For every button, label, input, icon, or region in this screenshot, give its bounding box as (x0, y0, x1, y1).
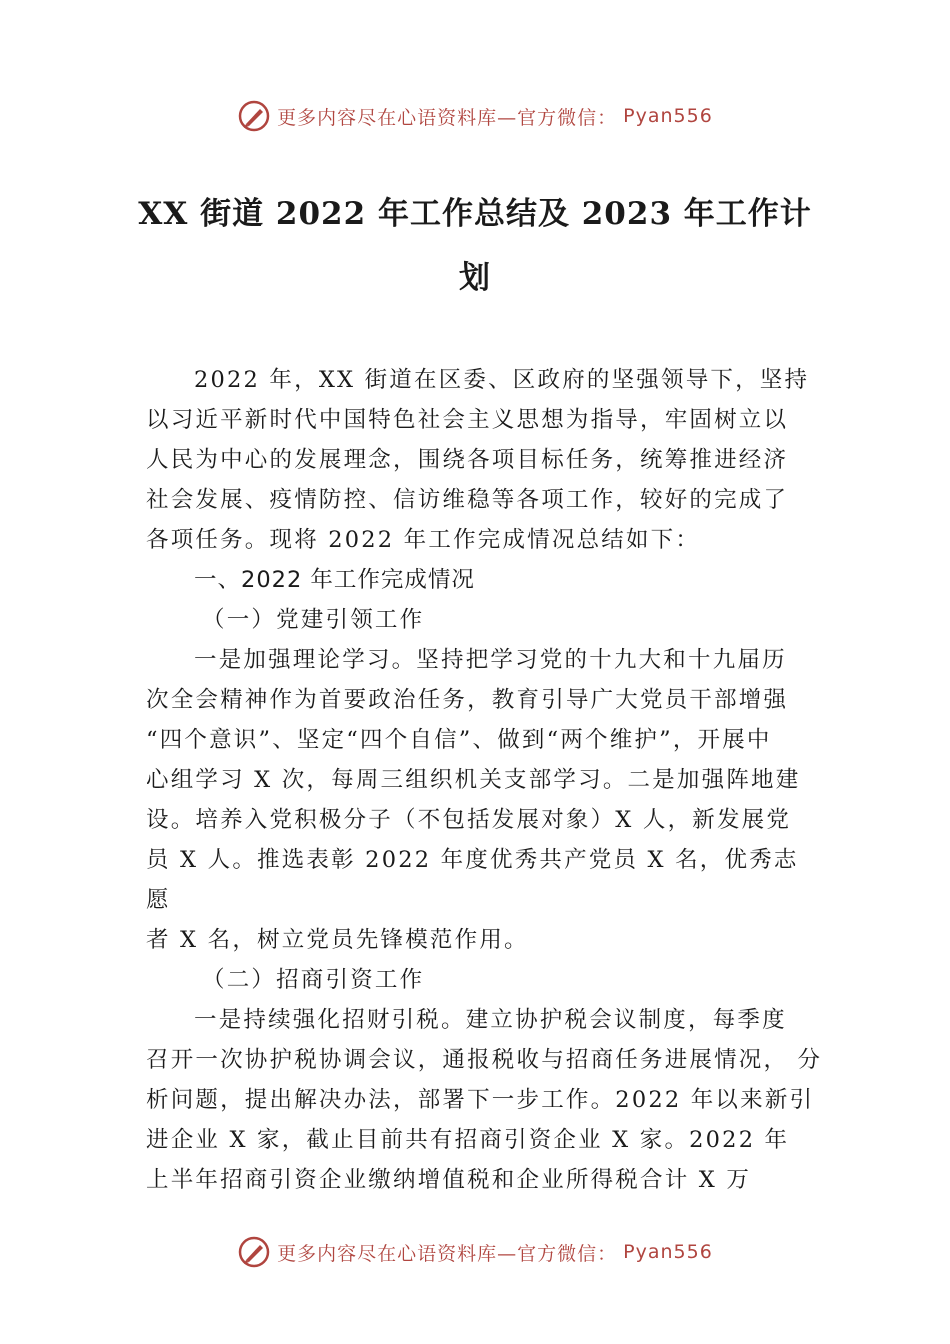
body-line: 召开一次协护税协调会议，通报税收与招商任务进展情况， 分 (146, 1047, 823, 1073)
body-line: 次全会精神作为首要政治任务，教育引导广大党员干部增强 (146, 687, 789, 713)
pen-logo-icon (237, 99, 271, 133)
watermark-wechat-id: Pyan556 (623, 1241, 713, 1263)
body-line: 各项任务。现将 2022 年工作完成情况总结如下： (146, 527, 701, 553)
document-title-line-1: XX 街道 2022 年工作总结及 2023 年工作计 (138, 196, 812, 232)
body-line: “四个意识”、坚定“四个自信”、做到“两个维护”，开展中 (146, 727, 772, 753)
body-line: 上半年招商引资企业缴纳增值税和企业所得税合计 X 万 (146, 1167, 752, 1193)
header-watermark (0, 96, 950, 136)
body-line: 进企业 X 家，截止目前共有招商引资企业 X 家。2022 年 (146, 1127, 790, 1153)
body-line: 者 X 名，树立党员先锋模范作用。 (146, 927, 529, 953)
body-line: 社会发展、疫情防控、信访维稳等各项工作，较好的完成了 (146, 487, 789, 513)
section-heading-1: 一、2022 年工作完成情况 (194, 567, 475, 593)
body-line: 以习近平新时代中国特色社会主义思想为指导，牢固树立以 (146, 407, 789, 433)
body-line: 员 X 人。推选表彰 2022 年度优秀共产党员 X 名，优秀志 (146, 847, 799, 873)
body-line: 一是加强理论学习。坚持把学习党的十九大和十九届历 (194, 647, 787, 673)
body-line: 一是持续强化招财引税。建立协护税会议制度，每季度 (194, 1007, 787, 1033)
body-line: 设。培养入党积极分子（不包括发展对象）X 人，新发展党 (146, 807, 792, 833)
body-line: 人民为中心的发展理念，围绕各项目标任务，统筹推进经济 (146, 447, 789, 473)
body-line: 心组学习 X 次，每周三组织机关支部学习。二是加强阵地建 (146, 767, 801, 793)
body-line: 愿 (146, 887, 171, 913)
subsection-heading-2: （二）招商引资工作 (202, 967, 425, 993)
body-line: 2022 年，XX 街道在区委、区政府的坚强领导下，坚持 (194, 367, 810, 393)
watermark-text: 更多内容尽在心语资料库—官方微信： (277, 106, 618, 129)
document-title-line-2: 划 (459, 260, 491, 296)
watermark-wechat-id: Pyan556 (623, 105, 713, 127)
pen-logo-icon (237, 1235, 271, 1269)
watermark-text: 更多内容尽在心语资料库—官方微信： (277, 1242, 618, 1265)
document-body (146, 360, 826, 1200)
subsection-heading-1: （一）党建引领工作 (202, 607, 425, 633)
footer-watermark (0, 1232, 950, 1272)
body-line: 析问题，提出解决办法，部署下一步工作。2022 年以来新引 (146, 1087, 815, 1113)
